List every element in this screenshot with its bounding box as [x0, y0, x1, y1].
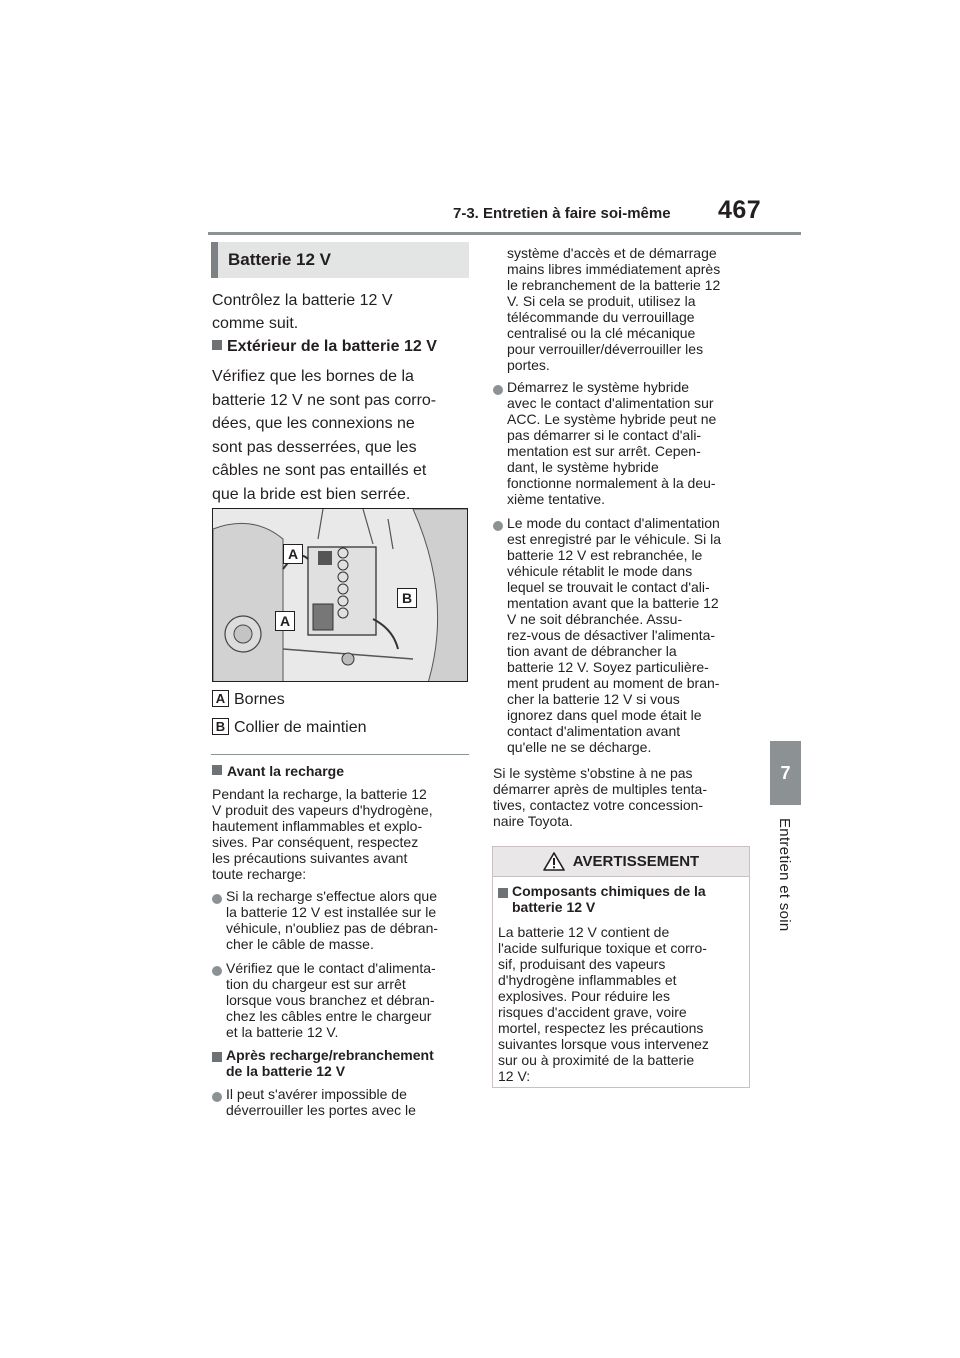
after-charge-heading: Après recharge/rebranchement de la batterie 12 V: [212, 1047, 434, 1079]
legend-item-b: B Collier de maintien: [212, 718, 367, 737]
chapter-tab: [770, 741, 801, 805]
figure-label-b: B: [397, 588, 417, 608]
after-charge-bullet-1: Il peut s'avérer impossible de déverrouiller les portes avec le: [212, 1086, 416, 1118]
after-charge-bullet-1-continued: système d'accès et de démarrage mains libres immédiatement après le rebranchement de la batterie 12 V. Si cela se produit, utilisez la télécommande du verrouillage centralisé ou la clé mécanique pour verrouiller/déverrouiller les portes.: [507, 245, 721, 373]
warning-box: [492, 846, 750, 1088]
exterior-text: Vérifiez que les bornes de la batterie 12 V ne sont pas corro- dées, que les connexions ne sont pas desserrées, que les câbles ne sont pas entaillés et que la bride est bien serrée.: [212, 368, 437, 503]
warning-header: AVERTISSEMENT: [493, 847, 749, 877]
warning-text: La batterie 12 V contient de l'acide sulfurique toxique et corro- sif, produisant des vapeurs d'hydrogène inflammables et explosives. Pour réduire les risques d'accident grave, voire mortel, respectez les précautions suivantes lorsque vous intervenez sur ou à proximité de la batterie 12 V:: [498, 924, 709, 1084]
square-bullet-icon: [498, 888, 508, 898]
bullet-dot-icon: [493, 385, 503, 395]
warning-subheading: Composants chimiques de la batterie 12 V: [498, 883, 706, 915]
bullet-dot-icon: [212, 1092, 222, 1102]
intro-text: Contrôlez la batterie 12 V comme suit.: [212, 292, 393, 332]
page-number: 467: [718, 196, 762, 224]
before-charge-bullet-1: Si la recharge s'effectue alors que la batterie 12 V est installée sur le véhicule, n'oubliez pas de débran- cher le câble de masse.: [212, 888, 438, 952]
square-bullet-icon: [212, 340, 222, 350]
after-charge-bullet-2: Démarrez le système hybride avec le contact d'alimentation sur ACC. Le système hybride peut ne pas démarrer si le contact d'ali- mentation est sur arrêt. Cepen- dant, le système hybride fonctionne normalement à la deu- xième tentative.: [493, 379, 716, 507]
bullet-dot-icon: [212, 894, 222, 904]
legend-item-a: A Bornes: [212, 690, 285, 709]
before-charge-text: Pendant la recharge, la batterie 12 V produit des vapeurs d'hydrogène, hautement inflammables et explo- sives. Par conséquent, respectez les précautions suivantes avant toute recharge:: [212, 786, 433, 882]
square-bullet-icon: [212, 765, 222, 775]
header-rule: [208, 232, 801, 235]
chapter-title: Entretien et soin: [776, 818, 793, 932]
warning-triangle-icon: [543, 852, 565, 871]
battery-figure: [212, 508, 468, 682]
exterior-heading: Extérieur de la batterie 12 V: [212, 338, 437, 356]
after-charge-bullet-3: Le mode du contact d'alimentation est enregistré par le véhicule. Si la batterie 12 V est rebranchée, le véhicule rétablit le mode dans lequel se trouvait le contact d'ali- mentation avant que la batterie 12 V ne soit débranchée. Assu- rez-vous de désactiver l'alimenta- tion avant de débrancher la batterie 12 V. Soyez particulière- ment prudent au moment de bran- cher la batterie 12 V si vous ignorez dans quel mode était le contact d'alimentation avant qu'elle ne se décharge.: [493, 515, 721, 755]
divider: [211, 754, 469, 755]
engine-bay-illustration: [213, 509, 468, 682]
square-bullet-icon: [212, 1052, 222, 1062]
chapter-number: 7: [780, 762, 791, 783]
legend-key-b: B: [212, 718, 229, 735]
before-charge-heading: Avant la recharge: [212, 763, 344, 779]
closing-text: Si le système s'obstine à ne pas démarrer après de multiples tenta- tives, contactez votre concession- naire Toyota.: [493, 765, 707, 829]
bullet-dot-icon: [493, 521, 503, 531]
section-header: 7-3. Entretien à faire soi-même: [453, 205, 671, 222]
before-charge-bullet-2: Vérifiez que le contact d'alimenta- tion du chargeur est sur arrêt lorsque vous branchez et débran- chez les câbles entre le chargeur et la batterie 12 V.: [212, 960, 436, 1040]
figure-label-a-bottom: A: [275, 611, 295, 631]
bullet-dot-icon: [212, 966, 222, 976]
section-title: Batterie 12 V: [211, 242, 469, 278]
legend-key-a: A: [212, 690, 229, 707]
figure-label-a-top: A: [283, 544, 303, 564]
